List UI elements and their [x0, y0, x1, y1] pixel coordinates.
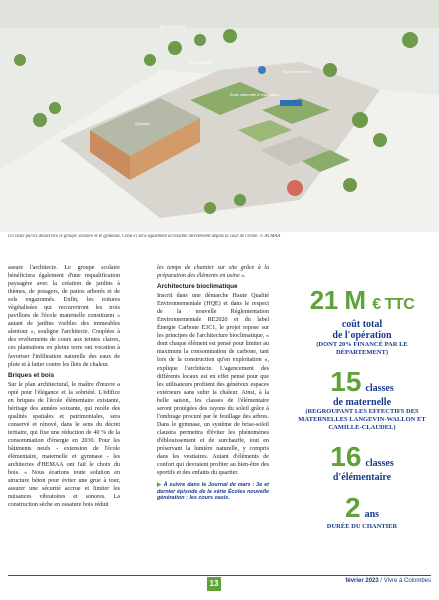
- footer-publication: février 2023 / Vivre à Colombes: [345, 578, 431, 584]
- paragraph: assure l'architecte. Le groupe scolaire bénéficiera également d'une requalification paysagère avec la création de jardins à thèmes, de potagers, de patios arborés et de sols engazonnés. Enfin, les toitures végétalisées qui recouvriront les trois pavillons de l'école maternelle constituent « autant de jardins visibles des immeubles alentour », souligne l'architecte. Couplées à des revêtements de cours aux teintes claires, ces plantations en pleine terre ont vocation à favoriser l'infiltration naturelle des eaux de pluie et à lutter contre les îlots de chaleur.: [8, 265, 120, 368]
- school-maternelle-label: École maternelle & restauration: [230, 93, 279, 97]
- maternelle-note: (REGROUPANT LES EFFECTIFS DES MATERNELLES LANGEVIN-WALLON ET CAMILLE-CLAUDEL): [298, 408, 426, 431]
- article-column-2: [157, 264, 269, 502]
- page-number: 13: [207, 577, 221, 591]
- maternelle-label-1: classes: [365, 383, 394, 394]
- stat-maternelle: [292, 367, 432, 432]
- paragraph: les temps de chantier sur site grâce à la préparation des éléments en usine ».: [157, 265, 269, 280]
- elementaire-label-2: d'élémentaire: [332, 472, 392, 483]
- maternelle-value: 15: [330, 366, 362, 397]
- cost-label-1: coût total: [341, 319, 383, 330]
- teaser-text: À suivre dans le Journal de mars : 3e et dernier épisode de la série Écoles nouvelle génération : les cours oasis.: [157, 482, 269, 502]
- subheading: Architecture bioclimatique: [157, 283, 238, 291]
- duration-unit: ans: [364, 509, 380, 520]
- maternelle-label-2: de maternelle: [332, 397, 392, 408]
- school-elementary-label: École élémentaire: [283, 70, 312, 74]
- architectural-rendering: [0, 0, 439, 232]
- duration-value: 2: [344, 492, 361, 523]
- key-figures: [292, 286, 432, 541]
- stat-duration: [292, 493, 432, 531]
- issue-date: février 2023: [345, 578, 379, 584]
- stat-cost: [292, 286, 432, 357]
- article-column-1: [8, 264, 120, 511]
- street-label: Rue Gabriel Péri: [160, 25, 186, 29]
- cost-unit: € TTC: [372, 296, 415, 313]
- cost-value: 21 M: [309, 285, 366, 315]
- cost-label-2: de l'opération: [332, 330, 392, 341]
- footer-rule: [8, 575, 431, 576]
- next-issue-teaser: [157, 482, 269, 502]
- elementaire-value: 16: [330, 441, 362, 472]
- area-label: Sur Gabrielle: [190, 61, 211, 65]
- paragraph: Sur le plan architectural, le maître d'œuvre a opté pour l'élégance et la sobriété. L'édifice en briques de l'école élémentaire existante, héritage des années soixante, qui recèle des qualités spatiales et patrimoniales, sera conservé et rénové, dans le sens du décret tertiaire, qui fixe une réduction de 40 % de la consommation d'énergie en 2030. Pour les bâtiments neufs - extension de l'école élémentaire, maternelle et gymnase - les architectes d'HEMAA ont fait le choix du bois. « Nous écartons toute solution en structure béton pour éviter une grue à tour, assurer une sécurité accrue et limiter les nuisances vibratoires et sonores. La construction sèche en ossature bois réduit: [8, 381, 120, 509]
- paragraph: Inscrit dans une démarche Haute Qualité Environnementale (HQE) et dans le respect de la nouvelle Réglementation Environnementale RE2020 et du label Énergie Carbone E3C1, le projet repose sur les principes de l'architecture bioclimatique, « dont chaque élément est pensé pour limiter au maximum la consommation de carbone, tant lors de la construction qu'en exploitation », explique l'architecte. L'agencement des différents locaux est en effet pensé pour que les utilisateurs profitent des généreux espaces extérieurs sans subir la chaleur. Ainsi, à la belle saison, les classes de l'élémentaire seront protégées des rayons du soleil grâce à l'ombrage procuré par le feuillage des arbres. Dans le gymnase, un système de brise-soleil claustra permettra d'éviter les phénomènes d'éblouissement et de surchauffe, tout en préservant la lumière naturelle, y compris dans les vestiaires. Autant d'éléments de confort qui devraient profiter au bien-être des sportifs et des enfants du quartier.: [157, 293, 269, 477]
- magazine-name: Vivre à Colombes: [383, 578, 431, 584]
- duration-note: DURÉE DU CHANTIER: [326, 523, 398, 530]
- elementaire-label-1: classes: [365, 458, 394, 469]
- subheading: Briques et bois: [8, 371, 55, 379]
- arrow-icon: ▶: [157, 482, 162, 489]
- cost-note: (DONT 20% FINANCÉ PAR LE DÉPARTEMENT): [316, 341, 408, 356]
- image-caption: Un vaste parvis desservira le groupe scolaire et le gymnase. Celui-ci sera également accessible directement depuis la cour de l'école. © AUMAA: [8, 234, 281, 239]
- gymnase-label: Gymnase: [135, 122, 150, 126]
- stat-elementaire: [292, 442, 432, 483]
